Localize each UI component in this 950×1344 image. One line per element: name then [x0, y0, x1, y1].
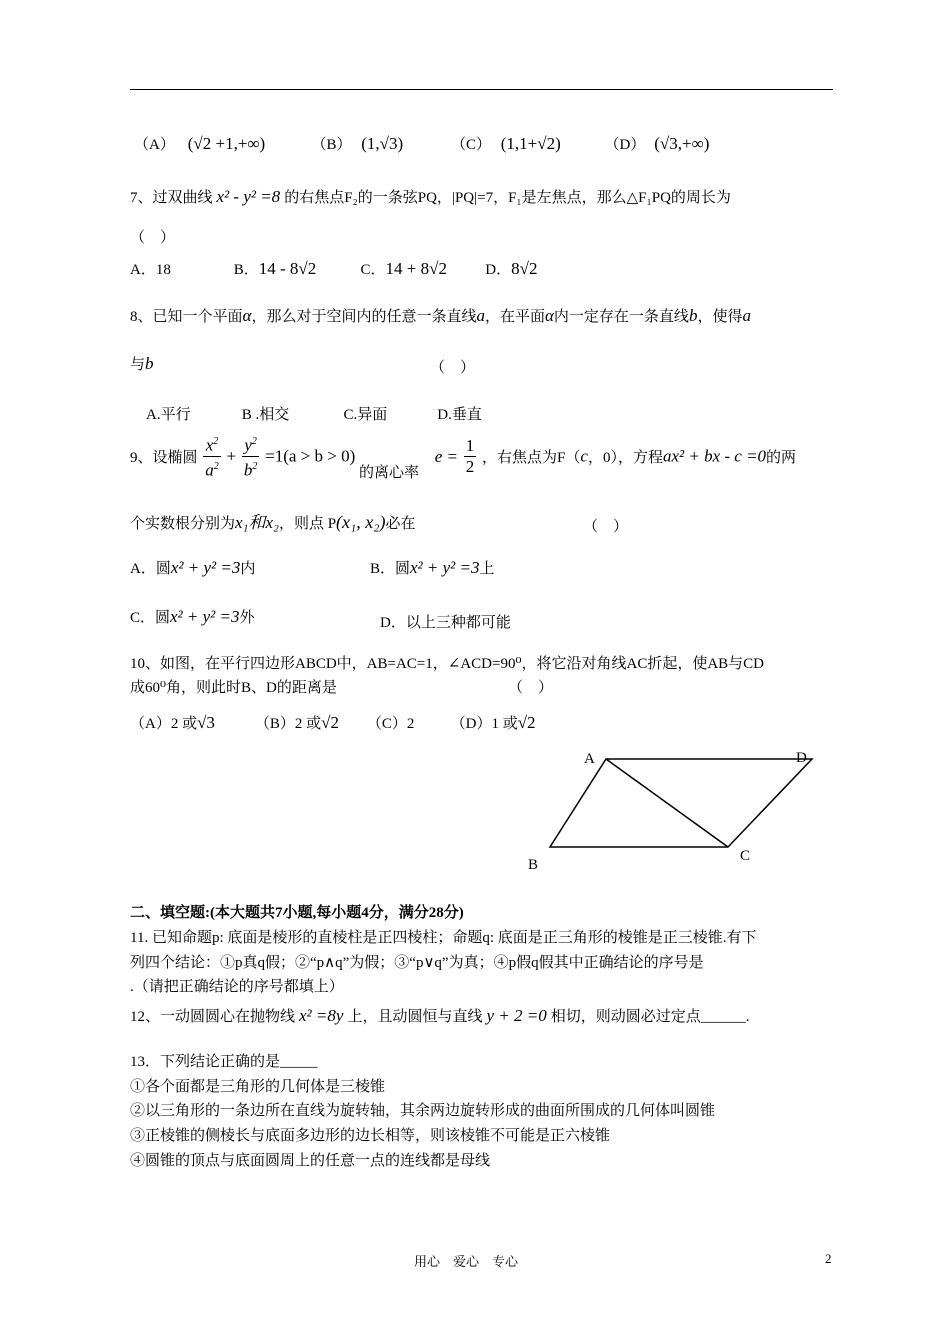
q9-option-a-eq: x² + y² =3 — [170, 558, 241, 577]
footer-motto: 用心 爱心 专心 — [414, 1254, 519, 1269]
q9-stem-2 — [130, 508, 416, 533]
q12 — [130, 1005, 749, 1026]
q7-equation: x² - y² =8 — [216, 187, 281, 206]
q7-suffix: 的右焦点F₂的一条弦PQ，|PQ|=7，F₁是左焦点，那么△F₁PQ的周长为 — [284, 190, 731, 206]
q11-line-3: .（请把正确结论的序号都填上） — [130, 979, 344, 995]
q7-option-d-value: 8√2 — [511, 259, 538, 278]
q9-e-den: 2 — [465, 457, 475, 476]
q9-option-c-eq: x² + y² =3 — [170, 607, 240, 626]
q10-paren: （ ） — [508, 680, 554, 696]
q10-option-a-value: √3 — [197, 713, 215, 732]
q7-prefix: 7、过双曲线 — [130, 190, 213, 206]
q12-text-1: 12、一动圆圆心在抛物线 — [130, 1009, 296, 1025]
q6-option-b-label: （B） — [311, 137, 352, 153]
q10-option-b: （B）2 或 — [254, 716, 322, 732]
q6-option-c-value: (1,1+√2) — [500, 134, 561, 153]
q8-a-2: a — [742, 306, 751, 325]
section-2-heading: 二、填空题:(本大题共7小题,每小题4分，满分28分) — [130, 905, 464, 921]
q7-paren: （ ） — [130, 230, 176, 246]
q13-item-4: ④圆锥的顶点与底面圆周上的任意一点的连线都是母线 — [130, 1153, 491, 1169]
q8-b-2: b — [145, 354, 154, 373]
q8-stem-2 — [130, 353, 154, 374]
label-d: D — [796, 750, 807, 766]
q9-text-3: ，右焦点为F（ — [482, 450, 581, 466]
q8-alpha: α — [242, 306, 252, 325]
q9-option-b: B．圆 — [370, 561, 411, 577]
q6-option-a-value: (√2 +1,+∞) — [187, 134, 266, 153]
q8-b: b — [688, 306, 698, 325]
q10-option-d-value: √2 — [517, 713, 536, 732]
q9-plus: + — [226, 446, 237, 466]
q9-text-8: 必在 — [385, 516, 416, 532]
q9-options-row2 — [130, 606, 255, 627]
q9-option-b-wrap — [370, 557, 495, 578]
q7-option-b-label: B． — [233, 262, 259, 278]
q9-text-1: 9、设椭圆 — [130, 450, 198, 466]
page-number: 2 — [825, 1251, 832, 1266]
q13-text: 13．下列结论正确的是 — [130, 1054, 281, 1070]
q10-option-d: （D）1 或 — [450, 716, 518, 732]
q8-text-2: ，那么对于空间内的任意一条直线 — [251, 309, 477, 325]
label-b: B — [528, 857, 539, 873]
q9-option-d: D．以上三种都可能 — [380, 615, 511, 631]
q13-item-2: ②以三角形的一条边所在直线为旋转轴，其余两边旋转形成的曲面所围成的几何体叫圆锥 — [130, 1103, 716, 1119]
q9-option-c-suffix: 外 — [239, 610, 255, 626]
q9-text-5: 的两 — [766, 450, 797, 466]
q9-e-num: 1 — [465, 436, 475, 455]
q9-e-fraction — [464, 436, 477, 477]
parallelogram-figure — [520, 740, 820, 880]
q9-ellipse-condition: =1(a > b > 0) — [265, 446, 356, 466]
q10-option-a: （A）2 或 — [130, 716, 198, 732]
q6-option-d-value: (√3,+∞) — [654, 134, 710, 153]
q8-a: a — [476, 306, 485, 325]
q7-options — [130, 258, 537, 279]
q8-stem — [130, 305, 751, 326]
q8-text-1: 8、已知一个平面 — [130, 309, 243, 325]
q9-point: (x₁, x₂) — [336, 512, 386, 532]
q9-option-b-eq: x² + y² =3 — [410, 558, 480, 577]
header-rule — [130, 89, 833, 90]
diagonal-ac — [606, 759, 728, 847]
parallelogram-abcd — [550, 759, 812, 847]
q8-text-5: ，使得 — [697, 309, 743, 325]
q8-options — [146, 403, 482, 424]
q6-option-a-label: （A） — [134, 137, 175, 153]
q9-equation: ax² + bx - c =0 — [662, 446, 767, 466]
q9-option-a: A．圆 — [130, 561, 171, 577]
q9-option-c: C．圆 — [130, 610, 171, 626]
q9-text-4: ，0），方程 — [587, 450, 663, 466]
q8-text-3: ，在平面 — [484, 309, 545, 325]
q9-text-7: ，则点 P — [278, 516, 337, 532]
q9-fraction-x: $\frac{x^2}{a^2}$ — [203, 432, 221, 480]
q7-option-c-value: 14 + 8√2 — [385, 259, 447, 278]
q9-e-eq: e = — [434, 446, 459, 466]
q11-line-1: 11. 已知命题p: 底面是棱形的直棱柱是正四棱柱；命题q: 底面是正三角形的棱锥是正三棱锥.有下 — [130, 930, 757, 946]
q7-option-d-label: D． — [485, 262, 512, 278]
q12-parabola: x² =8y — [299, 1006, 344, 1025]
label-a: A — [584, 751, 595, 767]
q10-option-b-value: √2 — [321, 713, 339, 732]
q9-c: c — [580, 446, 588, 466]
q9-options-row1 — [130, 557, 255, 578]
q8-text-4: 内一定存在一条直线 — [553, 309, 689, 325]
q13-stem — [130, 1050, 318, 1071]
q12-line-eq: y + 2 =0 — [486, 1006, 547, 1025]
q9-text-6: 个实数根分别为 — [130, 516, 236, 532]
q8-alpha-2: α — [544, 306, 554, 325]
q6-option-b-value: (1,√3) — [361, 134, 404, 153]
q6-option-c-label: （C） — [451, 137, 492, 153]
q9-stem — [130, 431, 796, 482]
q9-roots: x₁和x₂ — [235, 513, 279, 532]
q7-option-b-value: 14 - 8√2 — [258, 259, 317, 278]
label-c: C — [740, 848, 751, 864]
q10-option-c: （C）2 — [366, 716, 415, 732]
q11-line-2: 列四个结论：①p真q假；②“p∧q”为假；③“p∨q”为真；④p假q假其中正确结论的序号是 — [130, 955, 704, 971]
q6-options — [134, 133, 709, 154]
q9-option-a-suffix: 内 — [240, 561, 256, 577]
q12-text-2: 上，且动圆恒与直线 — [347, 1009, 483, 1025]
q13-item-1: ①各个面都是三角形的几何体是三棱锥 — [130, 1079, 386, 1095]
q9-option-b-suffix: 上 — [479, 561, 495, 577]
q9-text-2: 的离心率 — [359, 465, 420, 481]
q10-line-2: 成60⁰角，则此时B、D的距离是 — [130, 680, 337, 696]
q7-option-a: A．18 — [130, 262, 171, 278]
q8-option-d: D.垂直 — [437, 407, 482, 423]
q8-option-a: A.平行 — [146, 407, 191, 423]
q13-blank: _____ — [280, 1054, 318, 1070]
q8-text-6: 与 — [130, 357, 146, 373]
q8-option-c: C.异面 — [343, 407, 388, 423]
q13-item-3: ③正棱锥的侧棱长与底面多边形的边长相等，则该棱锥不可能是正六棱锥 — [130, 1128, 611, 1144]
q8-option-b: B .相交 — [241, 407, 290, 423]
q7-stem — [130, 186, 731, 207]
q10-line-1: 10、如图，在平行四边形ABCD中，AB=AC=1，∠ACD=90⁰，将它沿对角线AC折起，使AB与CD — [130, 656, 764, 672]
q9-paren: （ ） — [583, 519, 629, 535]
q12-blank: ______. — [700, 1009, 750, 1025]
q9-fraction-y: $\frac{y^2}{b^2}$ — [242, 432, 260, 480]
q12-text-3: 相切，则动圆必过定点 — [550, 1009, 701, 1025]
q10-options — [130, 703, 536, 733]
q8-paren: （ ） — [430, 360, 476, 376]
q6-option-d-label: （D） — [604, 137, 646, 153]
q7-option-c-label: C． — [360, 262, 386, 278]
